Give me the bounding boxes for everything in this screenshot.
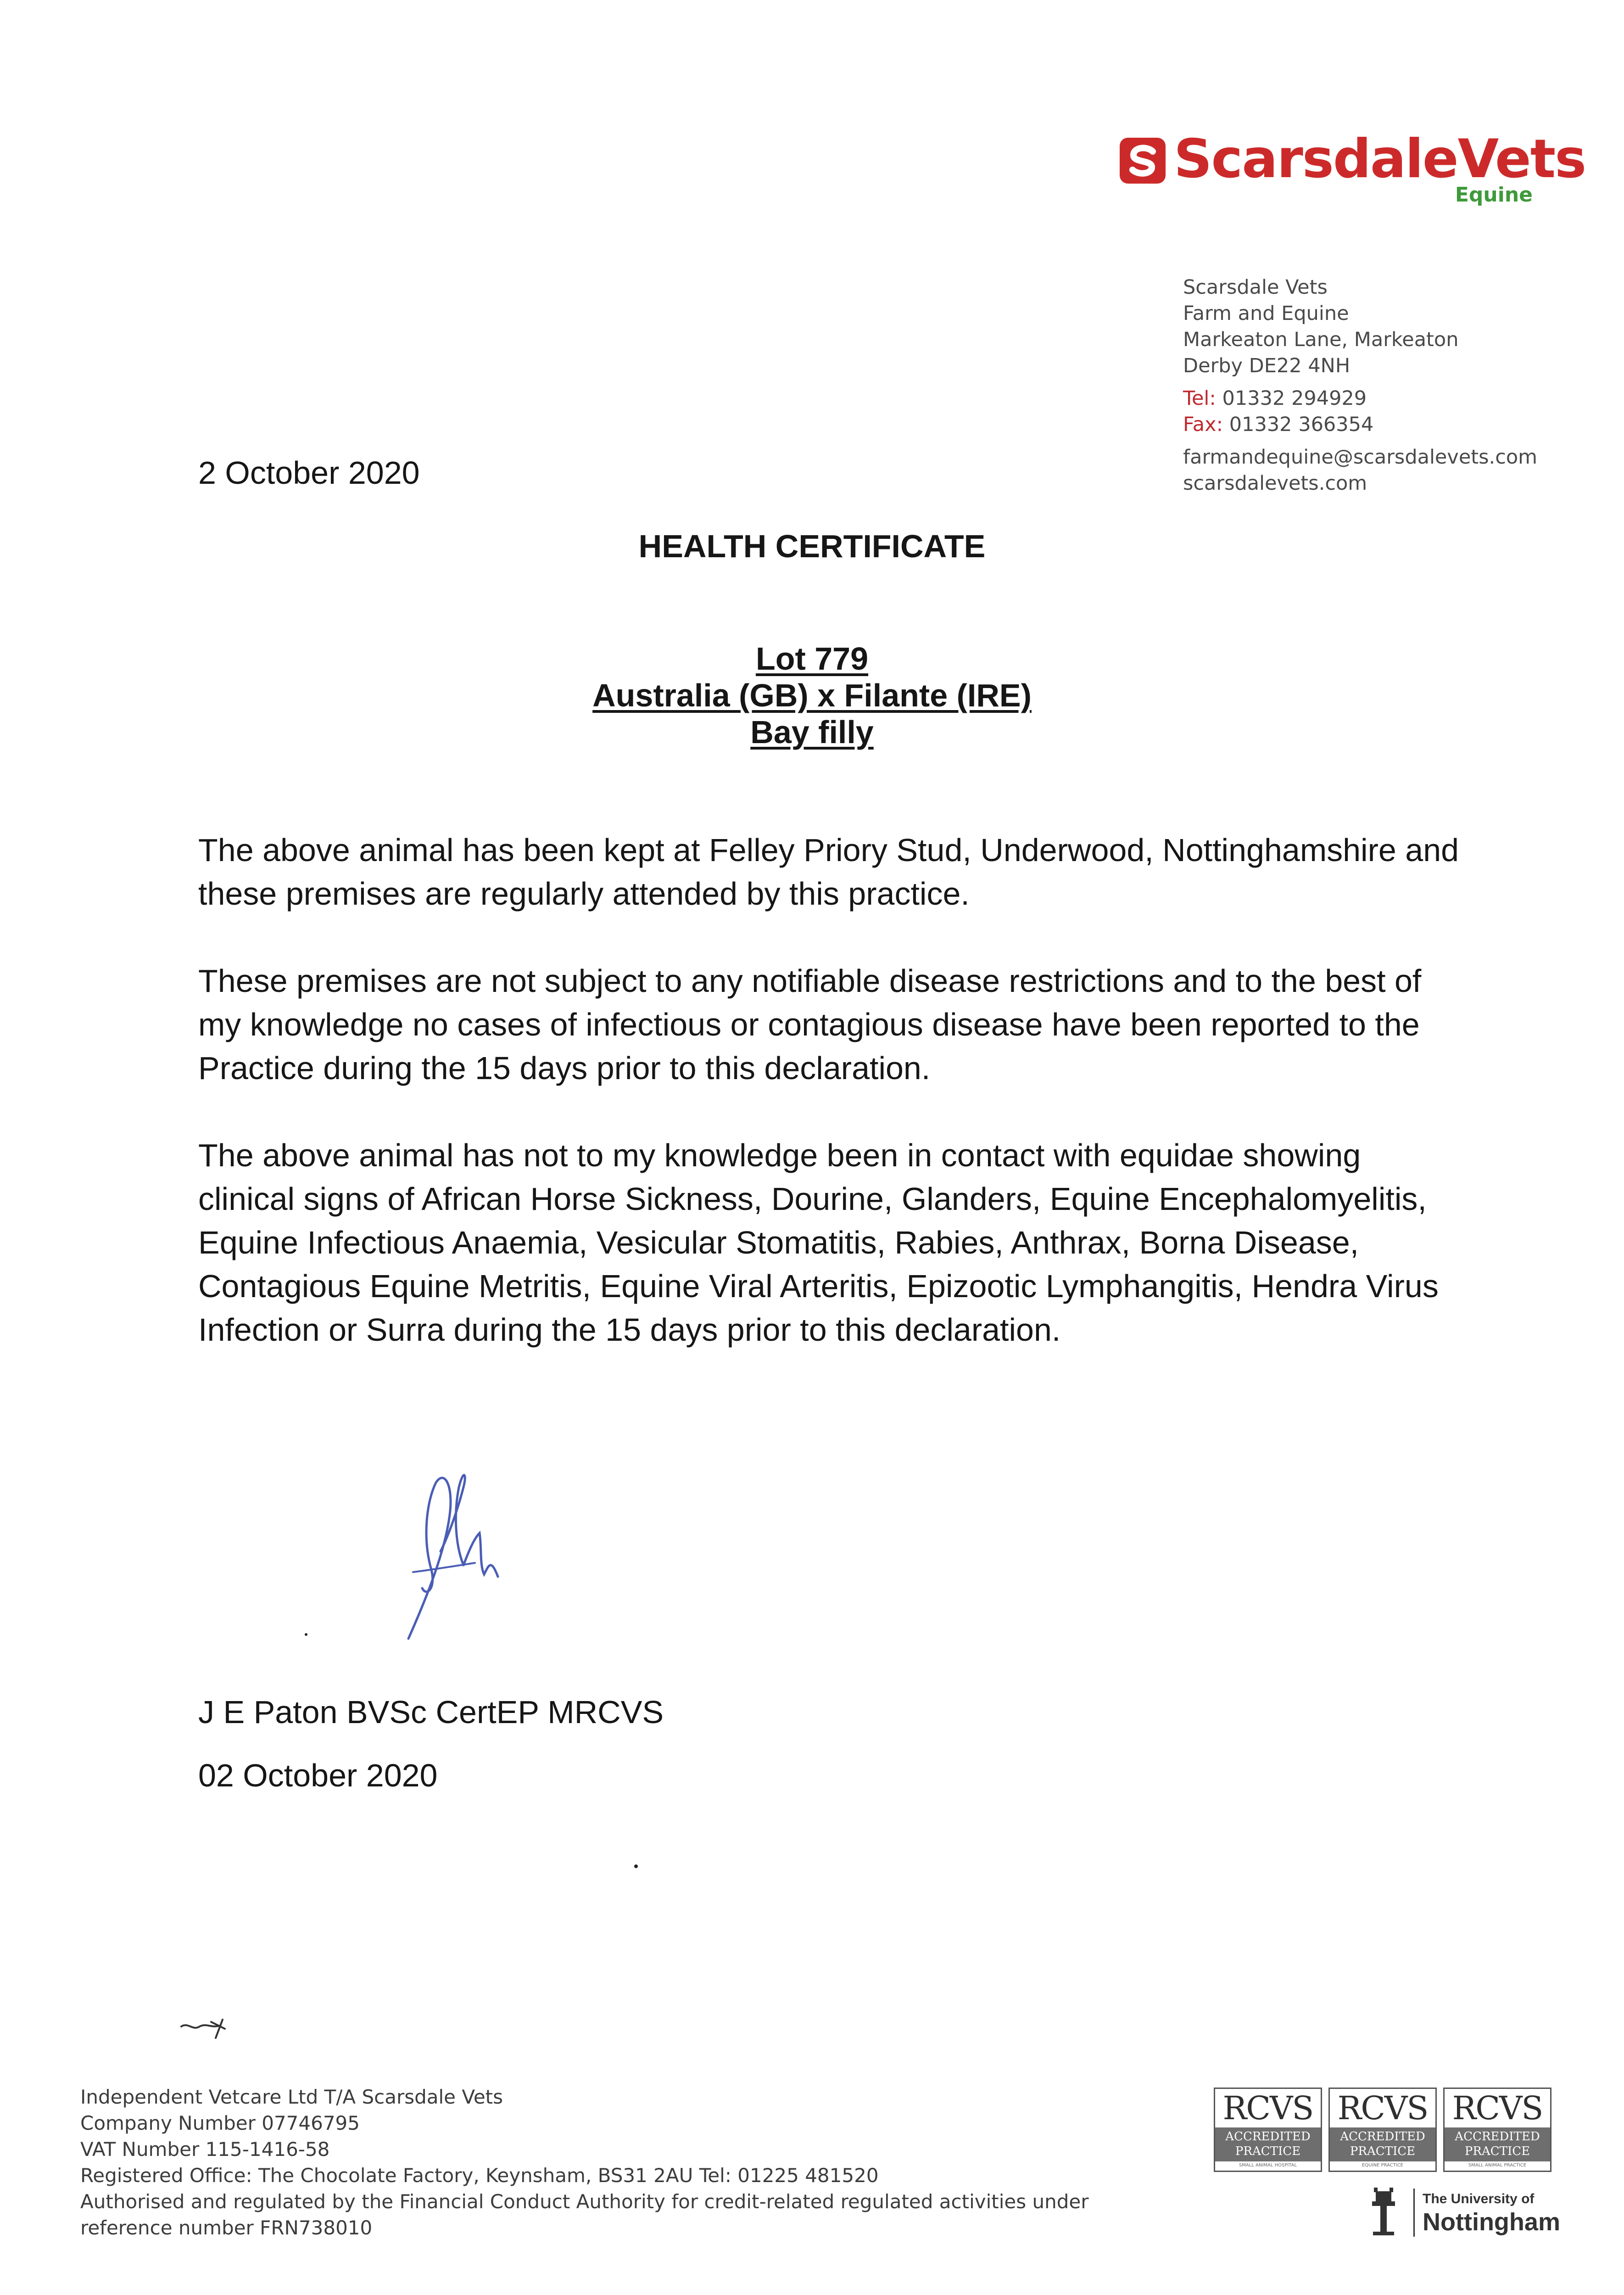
pedigree: Australia (GB) x Filante (IRE) xyxy=(592,677,1032,713)
badge-line: PRACTICE xyxy=(1464,2144,1530,2158)
footer-line: Company Number 07746795 xyxy=(80,2112,360,2134)
logo-s-icon xyxy=(1120,138,1166,184)
paragraph-premises: The above animal has been kept at Felley Priory Stud, Underwood, Nottinghamshire and these premises are regularly attended by this practice. xyxy=(198,832,1459,912)
lot-number: Lot 779 xyxy=(755,641,869,677)
footer-line: reference number FRN738010 xyxy=(80,2217,373,2239)
signer-name: J E Paton BVSc CertEP MRCVS xyxy=(198,1694,664,1730)
certificate-title: HEALTH CERTIFICATE xyxy=(638,528,986,564)
tel-label: Tel: xyxy=(1183,387,1216,410)
rcvs-accreditation-badge xyxy=(1214,2088,1322,2172)
badge-foot: SMALL ANIMAL PRACTICE xyxy=(1468,2163,1527,2168)
practice-address xyxy=(1183,274,1550,497)
footer-line: Authorised and regulated by the Financial Conduct Authority for credit-related regulated activities under xyxy=(80,2190,1089,2213)
logo-division: Equine xyxy=(1455,183,1533,207)
fax xyxy=(1183,412,1550,438)
badge-line: ACCREDITED xyxy=(1340,2130,1425,2144)
signed-date: 02 October 2020 xyxy=(198,1758,438,1793)
address-line: Derby DE22 4NH xyxy=(1183,354,1351,377)
university-name: Nottingham xyxy=(1423,2208,1560,2236)
badge-band xyxy=(1215,2127,1321,2161)
website: scarsdalevets.com xyxy=(1183,472,1367,495)
university-crest-icon xyxy=(1367,2187,1400,2237)
address-line: Markeaton Lane, Markeaton xyxy=(1183,328,1459,351)
rcvs-accreditation-badge xyxy=(1443,2088,1551,2172)
paragraph-restrictions: These premises are not subject to any notifiable disease restrictions and to the best of my knowledge no cases of infectious or contagious disease have been reported to the Practice during the 15 days prior to this declaration. xyxy=(198,963,1422,1086)
university-of-nottingham-logo xyxy=(1367,2184,1560,2244)
fax-number: 01332 366354 xyxy=(1229,413,1374,436)
scarsdale-vets-logo xyxy=(1120,128,1586,213)
badge-line: PRACTICE xyxy=(1235,2144,1301,2158)
telephone xyxy=(1183,386,1550,412)
logo-wordmark: ScarsdaleVets xyxy=(1174,128,1586,190)
paragraph-diseases: The above animal has not to my knowledge been in contact with equidae showing clinical signs of African Horse Sickness, Dourine, Glanders, Equine Encephalomyelitis, Equine Infectious Anaemia, Vesicular Stomatitis, Rabies, Anthrax, Borna Disease, Contagious Equine Metritis, Equine Viral Arteritis, Epizootic Lymphangitis, Hendra Virus Infection or Surra during the 15 days prior to this declaration. xyxy=(198,1137,1439,1348)
badge-foot: EQUINE PRACTICE xyxy=(1362,2163,1403,2168)
rcvs-accreditation-badge xyxy=(1328,2088,1437,2172)
scan-mark xyxy=(305,1633,307,1636)
badge-foot: SMALL ANIMAL HOSPITAL xyxy=(1239,2163,1297,2168)
badge-line: ACCREDITED xyxy=(1455,2130,1540,2144)
handwritten-signature xyxy=(395,1460,532,1643)
fax-label: Fax: xyxy=(1183,413,1223,436)
badge-line: ACCREDITED xyxy=(1225,2130,1311,2144)
scan-scribble xyxy=(179,2013,239,2043)
tel-number: 01332 294929 xyxy=(1222,387,1367,410)
badge-title: RCVS xyxy=(1222,2089,1313,2127)
address-line: Farm and Equine xyxy=(1183,302,1349,325)
footer-line: VAT Number 115-1416-58 xyxy=(80,2138,330,2161)
badge-line: PRACTICE xyxy=(1350,2144,1416,2158)
badge-title: RCVS xyxy=(1337,2089,1428,2127)
animal-description: Bay filly xyxy=(750,714,874,750)
scan-mark xyxy=(634,1864,638,1868)
logo-divider xyxy=(1413,2189,1415,2237)
badge-band xyxy=(1330,2127,1435,2161)
letter-date: 2 October 2020 xyxy=(198,455,420,491)
email: farmandequine@scarsdalevets.com xyxy=(1183,446,1538,469)
badge-title: RCVS xyxy=(1452,2089,1543,2127)
animal-heading xyxy=(0,640,1624,750)
badge-band xyxy=(1445,2127,1550,2161)
footer-line: Registered Office: The Chocolate Factory, Keynsham, BS31 2AU Tel: 01225 481520 xyxy=(80,2164,879,2187)
university-prefix: The University of xyxy=(1423,2191,1535,2206)
company-footer xyxy=(80,2084,1136,2241)
footer-line: Independent Vetcare Ltd T/A Scarsdale Vets xyxy=(80,2086,503,2108)
address-line: Scarsdale Vets xyxy=(1183,276,1328,299)
